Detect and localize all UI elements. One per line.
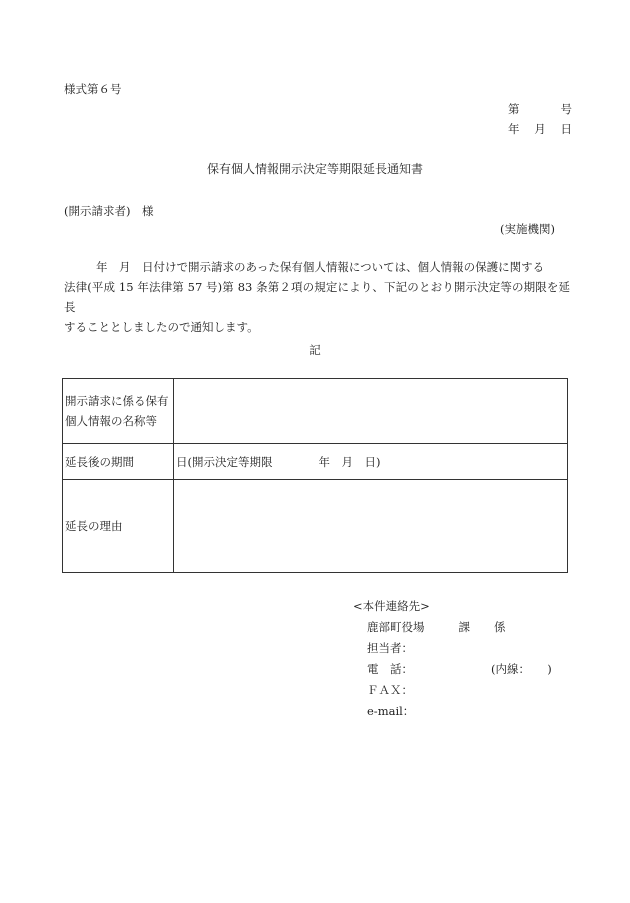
section-label: 係 xyxy=(494,620,506,634)
ki-heading: 記 xyxy=(309,343,321,357)
extended-period-deadline: 年 月 日) xyxy=(318,454,381,469)
extended-period-label: 延長後の期間 xyxy=(63,444,174,480)
body-line-3: することとしましたので通知します。 xyxy=(64,320,259,334)
document-title: 保有個人情報開示決定等期限延長通知書 xyxy=(206,162,423,176)
table-row xyxy=(63,379,568,444)
record-name-label xyxy=(63,379,174,444)
contact-heading: <本件連絡先> xyxy=(353,599,430,613)
table-row xyxy=(63,444,568,480)
extended-period-days: 日(開示決定等期限 xyxy=(176,454,273,469)
issue-date xyxy=(508,121,572,137)
extension-reason-value xyxy=(174,480,568,573)
contact-email: e-mail： xyxy=(367,704,415,718)
contact-office xyxy=(353,617,552,638)
form-number: 様式第６号 xyxy=(64,82,122,96)
date-year: 年 xyxy=(508,122,520,136)
contact-phone xyxy=(353,659,552,680)
addressee: (開示請求者) 様 xyxy=(64,204,154,218)
contact-block xyxy=(353,596,552,722)
contact-person: 担当者： xyxy=(367,641,413,655)
contact-fax: ＦＡＸ： xyxy=(367,683,413,697)
reference-number xyxy=(508,101,572,117)
body-line-2: 法律(平成 15 年法律第 57 号)第 83 条第２項の規定により、下記のとおり開示決定等の期限を延長 xyxy=(64,280,570,314)
body-line-1: 年 月 日付けで開示請求のあった保有個人情報については、個人情報の保護に関する xyxy=(96,260,545,274)
ref-suffix: 号 xyxy=(560,102,572,116)
office-name: 鹿部町役場 xyxy=(367,620,425,634)
issuing-agency: (実施機関) xyxy=(500,222,555,236)
phone-label: 電 話： xyxy=(367,662,413,676)
dept-label: 課 xyxy=(458,620,470,634)
extended-period-value xyxy=(174,444,568,480)
table-row xyxy=(63,480,568,573)
record-name-label-line2: 個人情報の名称等 xyxy=(65,414,157,428)
phone-extension: (内線： ) xyxy=(491,662,552,676)
record-name-value xyxy=(174,379,568,444)
date-month: 月 xyxy=(534,122,546,136)
record-name-label-line1: 開示請求に係る保有 xyxy=(65,394,169,408)
notice-body xyxy=(64,257,570,337)
extension-reason-label: 延長の理由 xyxy=(63,480,174,573)
ref-prefix: 第 xyxy=(508,102,520,116)
details-table xyxy=(62,378,568,573)
date-day: 日 xyxy=(560,122,572,136)
